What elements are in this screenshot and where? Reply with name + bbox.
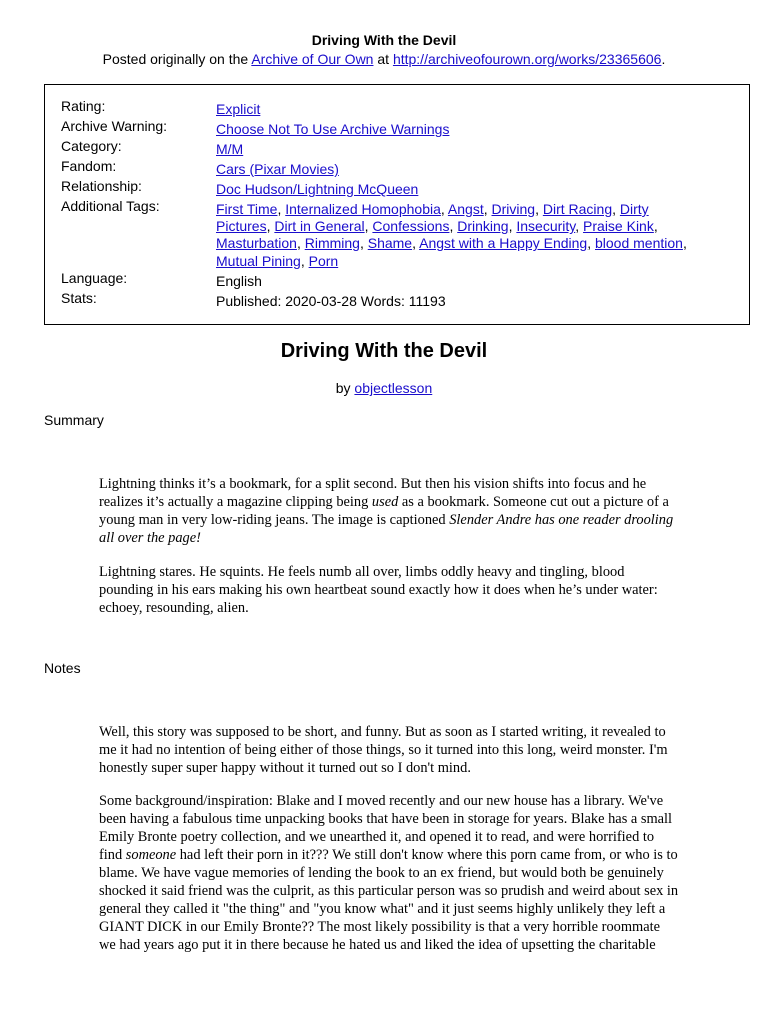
archive-link[interactable]: Archive of Our Own: [251, 51, 374, 67]
posted-at: at: [373, 51, 393, 67]
category-label: Category:: [61, 138, 122, 154]
language-value: English: [216, 273, 262, 289]
tag-link[interactable]: Mutual Pining: [216, 252, 301, 269]
tag-link[interactable]: Confessions: [372, 218, 450, 235]
warning-label: Archive Warning:: [61, 118, 168, 134]
stats-label: Stats:: [61, 290, 97, 306]
notes-paragraph-1: Well, this story was supposed to be short, and funny. But as soon as I started writing, it revealed to me it had no intention of being either of those things, so it turned into this long, weird monster. I'm honestly super super happy without it turned out so I don't mind.: [99, 724, 668, 776]
tag-link[interactable]: Porn: [308, 252, 339, 269]
tag-link[interactable]: Internalized Homophobia: [285, 201, 441, 217]
posted-period: .: [661, 51, 666, 67]
language-label: Language:: [61, 270, 128, 286]
document-header-title: Driving With the Devil: [311, 32, 457, 48]
stats-value: Published: 2020-03-28 Words: 11193: [216, 293, 446, 309]
summary-p1-text-a: Lightning thinks it’s a bookmark, for a split second. But then his vision shifts into focus and he realizes it’s actually a magazine clipping being: [99, 476, 647, 510]
posted-line: [0, 51, 768, 67]
fandom-label: Fandom:: [61, 158, 117, 174]
tag-link[interactable]: Drinking: [457, 218, 509, 235]
tag-link[interactable]: First Time: [216, 201, 278, 217]
summary-p1-em-caption: Slender Andre has one reader drooling all over the page!: [99, 512, 674, 546]
rating-link[interactable]: Explicit: [216, 101, 261, 117]
metadata-box: [44, 84, 750, 325]
tag-link[interactable]: Rimming: [304, 235, 360, 252]
tag-link[interactable]: blood mention: [595, 235, 683, 252]
tag-link[interactable]: Driving: [491, 201, 536, 217]
summary-p1-em-used: used: [371, 494, 399, 510]
tag-link[interactable]: Angst with a Happy Ending: [419, 235, 588, 252]
tag-link[interactable]: Praise Kink: [583, 218, 654, 235]
tags-label: Additional Tags:: [61, 198, 160, 214]
tag-link[interactable]: Dirty Pictures: [216, 201, 649, 235]
notes-paragraph-2: [99, 792, 679, 954]
posted-prefix: Posted originally on the: [102, 51, 252, 67]
summary-paragraph-1: [99, 475, 679, 547]
summary-p1-text-b: as a bookmark. Someone cut out a picture of a young man in very low-riding jeans. The image is captioned: [99, 494, 669, 528]
summary-paragraph-2: Lightning stares. He squints. He feels numb all over, limbs oddly heavy and tingling, blood pounding in his ears making his own heartbeat sound exactly how it does when he’s under water: echoey, resounding, alien.: [99, 564, 658, 616]
notes-p2-text-a: Some background/inspiration: Blake and I moved recently and our new house has a library. We've been having a fabulous time unpacking books that have been in storage for years. Blake has a small Emily Bronte poetry collection, and we unearthed it, and opened it to read, and were horrified to find: [99, 793, 673, 863]
work-title: Driving With the Devil: [280, 340, 488, 362]
rating-label: Rating:: [61, 98, 106, 114]
byline: [0, 380, 768, 396]
fandom-link[interactable]: Cars (Pixar Movies): [216, 161, 339, 177]
warning-link[interactable]: Choose Not To Use Archive Warnings: [216, 121, 450, 137]
notes-p2-em-someone: someone: [125, 847, 177, 863]
notes-heading: Notes: [44, 660, 81, 676]
work-url-link[interactable]: http://archiveofourown.org/works/23365606: [392, 51, 662, 67]
category-link[interactable]: M/M: [216, 141, 244, 157]
byline-prefix: by: [335, 380, 355, 396]
tag-link[interactable]: Angst: [447, 201, 484, 217]
tag-link[interactable]: Dirt in General: [274, 218, 365, 235]
tag-link[interactable]: Masturbation: [216, 235, 297, 252]
author-link[interactable]: objectlesson: [354, 380, 433, 396]
summary-heading: Summary: [44, 412, 104, 428]
tag-link[interactable]: Shame: [367, 235, 413, 252]
notes-p2-text-b: had left their porn in it??? We still don't know where this porn came from, or who is to blame. We have vague memories of lending the book to an ex friend, but would both be genuinely shocked it said friend was the culprit, as this particular person was so prudish and weird about sex in general they called it "the thing" and "you know what" and it just seems highly unlikely they left a GIANT DICK in our Emily Bronte?? The most likely possibility is that a very horrible roommate we had years ago put it in there because he hated us and liked the idea of upsetting the charitable: [99, 847, 679, 953]
relationship-link[interactable]: Doc Hudson/Lightning McQueen: [216, 181, 419, 197]
tags-list: First Time, Internalized Homophobia, Angst, Driving, Dirt Racing, Dirty Pictures, Dirt in General, Confessions, Drinking, Insecurity, Praise Kink, Masturbation, Rimming, Shame, Angst with a Happy Ending, blood mention, Mutual Pining, Porn: [216, 201, 687, 269]
tag-link[interactable]: Dirt Racing: [542, 201, 613, 217]
tag-link[interactable]: Insecurity: [516, 218, 576, 235]
relationship-label: Relationship:: [61, 178, 142, 194]
